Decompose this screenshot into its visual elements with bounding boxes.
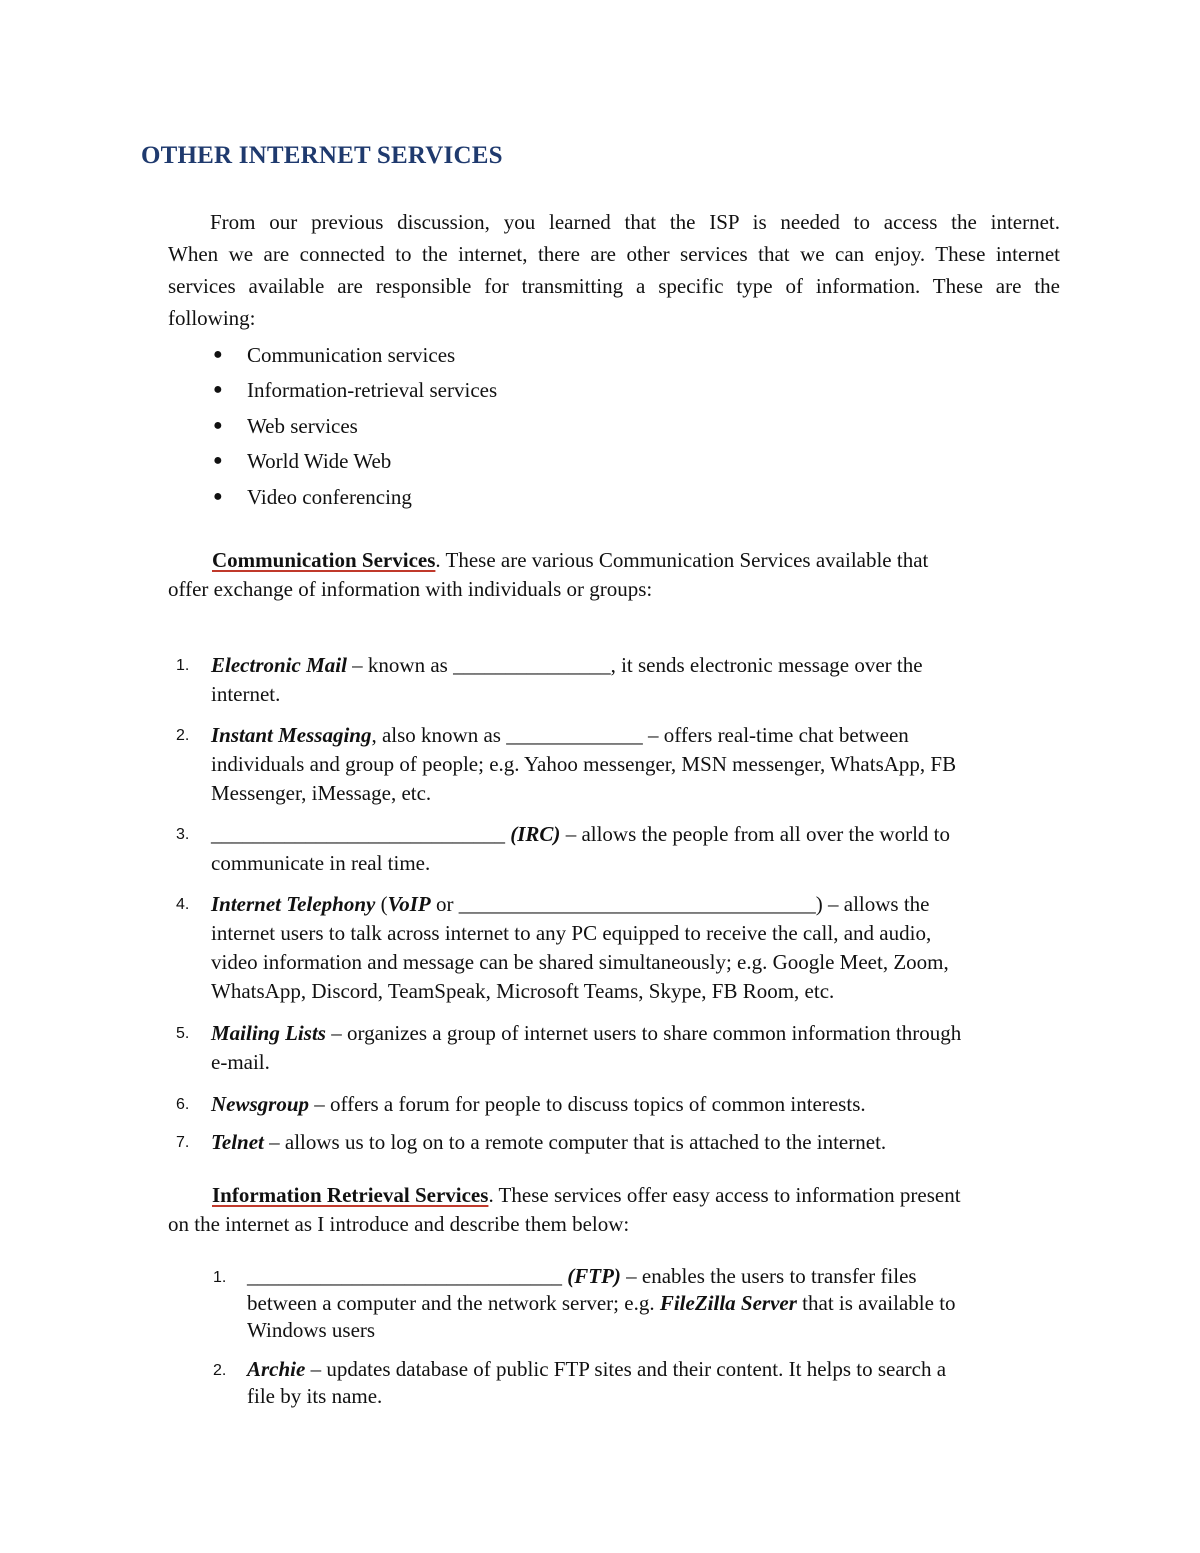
bullet-icon: ● xyxy=(213,381,223,399)
intro-paragraph xyxy=(168,206,1060,334)
intro-line: From our previous discussion, you learned that the ISP is needed to access the internet. xyxy=(210,210,1060,234)
retrieval-heading-tail: . These services offer easy access to information present xyxy=(488,1183,961,1207)
retrieval-section-intro xyxy=(168,1181,1060,1239)
intro-line: following: xyxy=(168,306,256,330)
list-item: ● Communication services xyxy=(168,340,868,375)
retrieval-heading: Information Retrieval Services xyxy=(212,1183,489,1207)
intro-line: services available are responsible for transmitting a specific type of information. These are the xyxy=(168,274,1060,298)
list-item: ● Information-retrieval services xyxy=(168,375,868,410)
list-item: ● World Wide Web xyxy=(168,446,868,481)
bullet-icon: ● xyxy=(213,452,223,470)
services-bullet-list xyxy=(168,340,868,517)
communication-heading: Communication Services xyxy=(212,548,436,572)
list-item: ● Web services xyxy=(168,411,868,446)
bullet-icon: ● xyxy=(213,416,223,434)
bullet-icon: ● xyxy=(213,346,223,363)
list-item: ● Video conferencing xyxy=(168,482,868,517)
intro-line: When we are connected to the internet, there are other services that we can enjoy. These internet xyxy=(168,242,1060,266)
bullet-icon: ● xyxy=(213,487,223,505)
retrieval-line2: on the internet as I introduce and describe them below: xyxy=(168,1212,630,1236)
communication-line2: offer exchange of information with individuals or groups: xyxy=(168,577,653,601)
page-title: OTHER INTERNET SERVICES xyxy=(141,142,503,169)
document-page: OTHER INTERNET SERVICES From our previous discussion, you learned that the ISP is needed to access the internet. When we are connected to the internet, there are other services that we can enjoy. These internet services available are responsible for transmitting a specific type of information. These are the following: ● Communication services ● Information-retrieval services ● Web services ● World Wide Web ● Video conferencing Communication Services. These are various Communication Services available that offer exchange of information with individuals or groups: 1. Electronic Mail – known as _______________, it sends electronic message over the internet. 2. Instant Messaging, also known as _____________ – offers real-time chat between individuals and group of people; e.g. Yahoo messenger, MSN messenger, WhatsApp, FB Messenger, iMessage, etc. 3. ____________________________ (IRC) – allows the people from all over the world to communicate in real time. 4. Internet Telephony (VoIP or __________________________________) – allows the internet users to talk across internet to any PC equipped to receive the call, and audio, video information and message can be shared simultaneously; e.g. Google Meet, Zoom, WhatsApp, Discord, TeamSpeak, Microsoft Teams, Skype, FB Room, etc. 5. Mailing Lists – organizes a group of internet users to share common information through e-mail. 6. Newsgroup – offers a forum for people to discuss topics of common interests. 7. Telnet – allows us to log on to a remote computer that is attached to the internet. Information Retrieval Services. These services offer easy access to information present on the internet as I introduce and describe them below: 1. ______________________________ (FTP) – enables the users to transfer files between a computer and the network server; e.g. FileZilla Server that is available to Windows users 2. Archie – updates database of public FTP sites and their content. It helps to search a file by its name. xyxy=(141,142,1060,1408)
communication-section-intro xyxy=(168,546,1060,604)
communication-heading-tail: . These are various Communication Services available that xyxy=(435,548,929,572)
